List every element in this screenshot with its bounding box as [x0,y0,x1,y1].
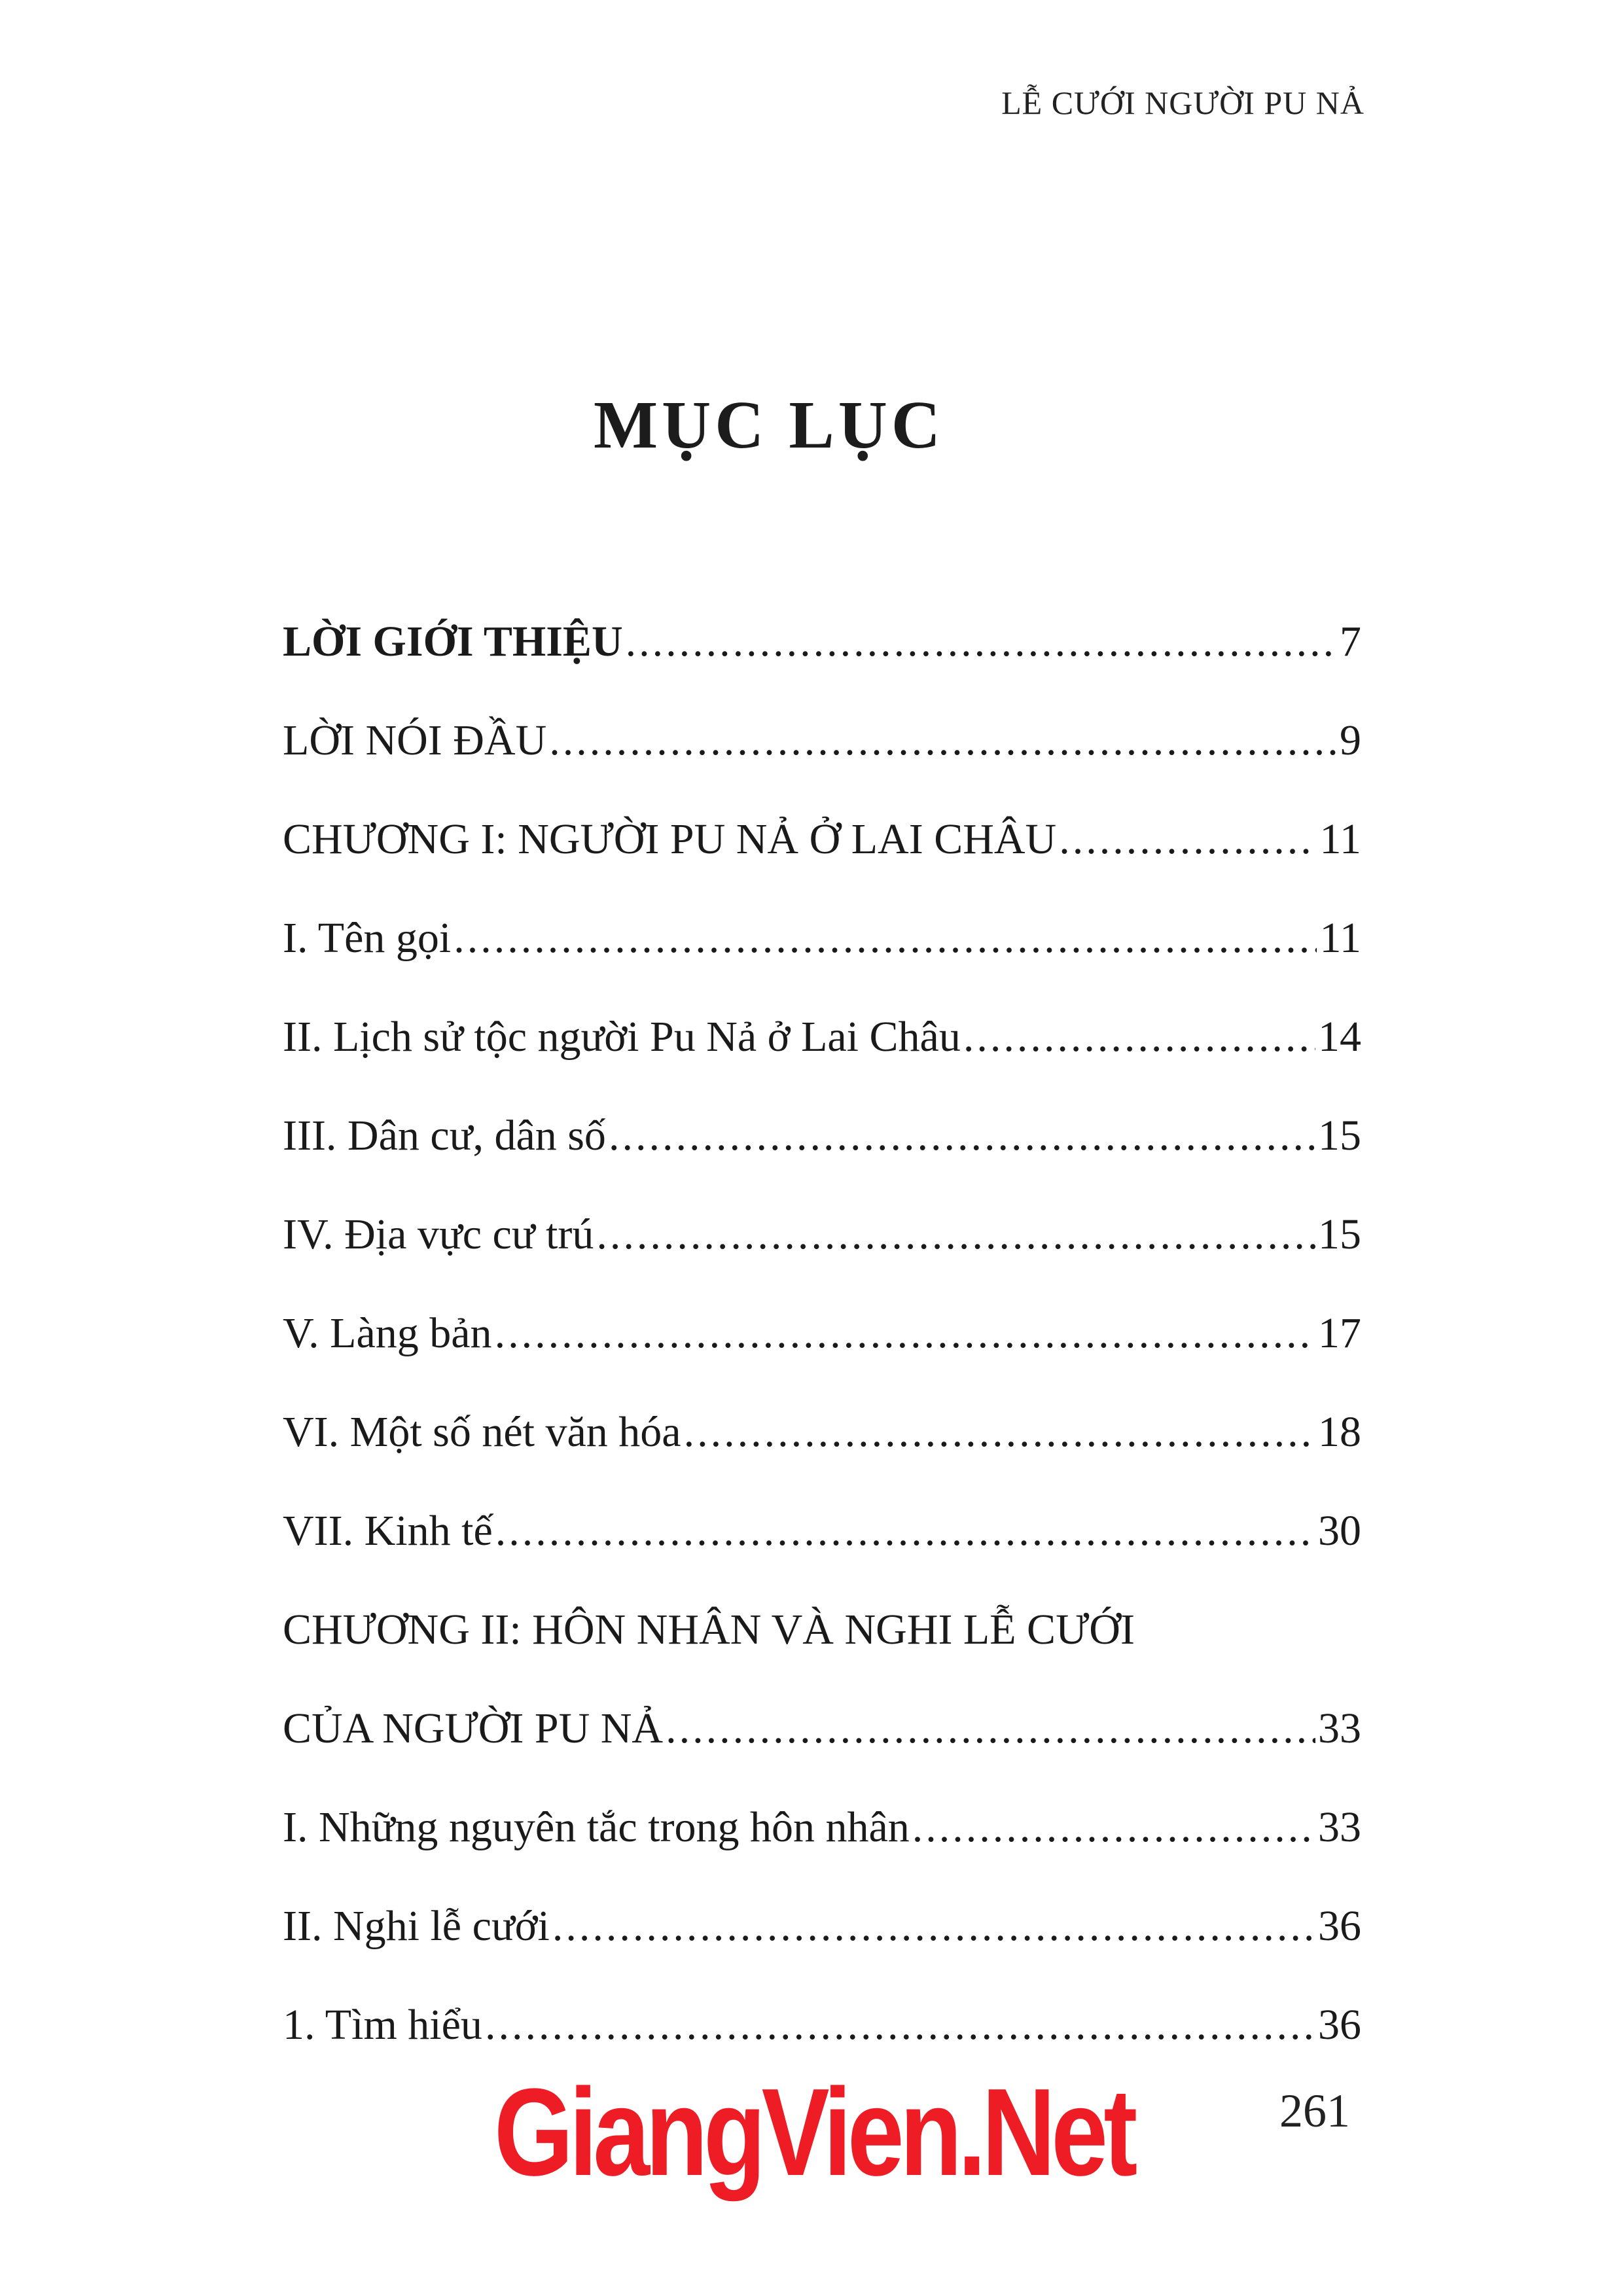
toc-entry-page: 9 [1340,716,1361,764]
toc-entry-page: 33 [1318,1704,1361,1752]
toc-entry-page: 36 [1318,2001,1361,2049]
toc-entry [283,592,1361,691]
toc-entry-page: 15 [1318,1112,1361,1159]
toc-entry [283,691,1361,790]
dot-leader [912,1778,1315,1877]
toc-entry-page: 11 [1319,914,1361,962]
toc-entry-page: 18 [1318,1408,1361,1456]
toc-entry [283,1185,1361,1284]
dot-leader [609,1086,1315,1185]
toc-entry-label: I. Những nguyên tắc trong hôn nhân [283,1803,910,1851]
dot-leader [552,1877,1315,1975]
toc-entry [283,1086,1361,1185]
dot-leader [485,1975,1315,2074]
toc-entry-label: II. Nghi lễ cưới [283,1902,550,1950]
toc-entry-page: 11 [1319,815,1361,863]
toc-entry-label: VI. Một số nét văn hóa [283,1408,681,1456]
toc-entry-label: IV. Địa vực cư trú [283,1210,594,1258]
toc-entry-page: 14 [1318,1013,1361,1061]
dot-leader [963,987,1315,1086]
toc-entry-label: VII. Kinh tế [283,1507,493,1555]
toc-entry-label: LỜI GIỚI THIỆU [283,618,623,665]
dot-leader [495,1284,1315,1383]
dot-leader [495,1481,1315,1580]
dot-leader [626,592,1337,691]
page-title: MỤC LỤC [594,387,944,463]
toc-entry [283,1580,1361,1679]
toc-entry-label: CHƯƠNG II: HÔN NHÂN VÀ NGHI LỄ CƯỚI [283,1606,1135,1653]
dot-leader [454,889,1317,987]
toc-entry-page: 7 [1340,618,1361,665]
toc-entry-page: 36 [1318,1902,1361,1950]
toc-entry [283,1481,1361,1580]
toc-entry-page: 15 [1318,1210,1361,1258]
dot-leader [1059,790,1317,889]
toc-entry [283,1778,1361,1877]
toc-entry [283,790,1361,889]
toc-entry-page: 17 [1318,1309,1361,1357]
toc-entry-label: II. Lịch sử tộc người Pu Nả ở Lai Châu [283,1013,961,1061]
toc-entry [283,1975,1361,2074]
toc-entry-label: CHƯƠNG I: NGƯỜI PU NẢ Ở LAI CHÂU [283,815,1057,863]
toc-entry [283,987,1361,1086]
dot-leader [596,1185,1315,1284]
toc-entry [283,889,1361,987]
toc-entry-label: III. Dân cư, dân số [283,1112,606,1159]
toc-entry-label: V. Làng bản [283,1309,492,1357]
toc-entry-label: 1. Tìm hiểu [283,2001,482,2049]
toc-entry-label: CỦA NGƯỜI PU NẢ [283,1704,664,1752]
watermark-logo: GiangVien.Net [494,2063,1133,2202]
toc-entry [283,1284,1361,1383]
dot-leader [549,691,1337,790]
dot-leader [666,1679,1315,1778]
table-of-contents [283,592,1361,2074]
toc-entry-label: LỜI NÓI ĐẦU [283,716,547,764]
toc-entry-label: I. Tên gọi [283,914,452,962]
page-number: 261 [1279,2085,1350,2137]
running-header: LỄ CƯỚI NGƯỜI PU NẢ [1001,84,1364,121]
toc-entry-page: 30 [1318,1507,1361,1555]
toc-entry [283,1383,1361,1481]
dot-leader [684,1383,1315,1481]
toc-entry [283,1679,1361,1778]
toc-entry [283,1877,1361,1975]
toc-entry-page: 33 [1318,1803,1361,1851]
